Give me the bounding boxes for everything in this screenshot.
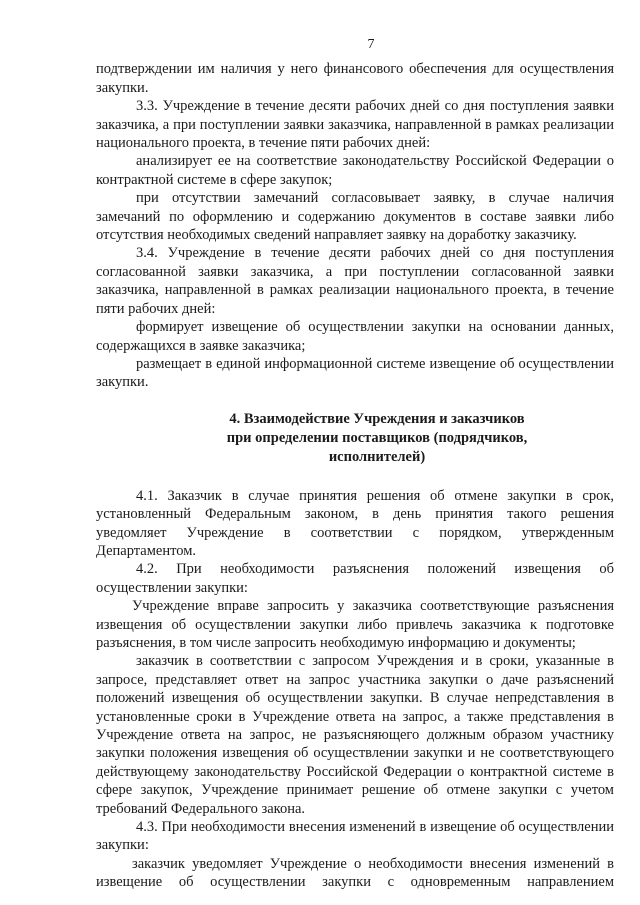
paragraph: Учреждение вправе запросить у заказчика соответствующие разъяснения извещения об осуществлении закупки либо привлечь заказчика к подготовке разъяснения, в том числе запросить необходимую информацию и документы; [96, 598, 614, 651]
paragraph: при отсутствии замечаний согласовывает заявку, в случае наличия замечаний по оформлению и содержанию документов в составе заявки либо отсутствия необходимых сведений направляет заявку на доработку заказчику. [96, 190, 614, 244]
paragraph: 4.3. При необходимости внесения изменений в извещение об осуществлении закупки: [96, 819, 614, 854]
paragraph: 3.3. Учреждение в течение десяти рабочих дней со дня поступления заявки заказчика, а при поступлении заявки заказчика, направленной в рамках реализации национального проекта, в течение пяти рабочих дней: [96, 98, 614, 152]
paragraph: заказчик в соответствии с запросом Учреждения и в сроки, указанные в запросе, представляет ответ на запрос участника закупки о даче разъяснений положений извещения об осуществлении закупки. В случае непредставления в установленные сроки в Учреждение ответа на запрос, а также представления в Учреждение ответа на запрос, не разъясняющего должным образом участнику закупки положения извещения об осуществлении закупки и не соответствующего действующему законодательству Российской Федерации о контрактной системе в сфере закупок, Учреждение принимает решение об отмене закупки с учетом требований Федерального закона. [96, 653, 614, 817]
paragraph: 4.2. При необходимости разъяснения положений извещения об осуществлении закупки: [96, 561, 614, 596]
section-heading [96, 410, 614, 467]
page-number: 7 [367, 37, 375, 52]
paragraph: формирует извещение об осуществлении закупки на основании данных, содержащихся в заявке заказчика; [96, 319, 614, 354]
document-page [96, 36, 614, 892]
paragraph: заказчик уведомляет Учреждение о необходимости внесения изменений в извещение об осуществлении закупки с одновременным направлением [96, 855, 614, 891]
section-heading-line: 4. Взаимодействие Учреждения и заказчиков [229, 410, 525, 427]
paragraph: 4.1. Заказчик в случае принятия решения об отмене закупки в срок, установленный Федеральным законом, в день принятия такого решения уведомляет Учреждение в соответствии с порядком, утвержденным Департаментом. [96, 487, 614, 559]
section-heading-line: при определении поставщиков (подрядчиков, [226, 429, 528, 446]
paragraph: подтверждении им наличия у него финансового обеспечения для осуществления закупки. [96, 61, 614, 96]
paragraph: анализирует ее на соответствие законодательству Российской Федерации о контрактной системе в сфере закупок; [96, 153, 614, 188]
paragraph: 3.4. Учреждение в течение десяти рабочих дней со дня поступления согласованной заявки заказчика, а при поступлении согласованной заявки заказчика, направленной в рамках реализации национального проекта, в течение пяти рабочих дней: [96, 245, 614, 317]
paragraph: размещает в единой информационной системе извещение об осуществлении закупки. [96, 355, 614, 391]
section-heading-line: исполнителей) [328, 448, 426, 465]
